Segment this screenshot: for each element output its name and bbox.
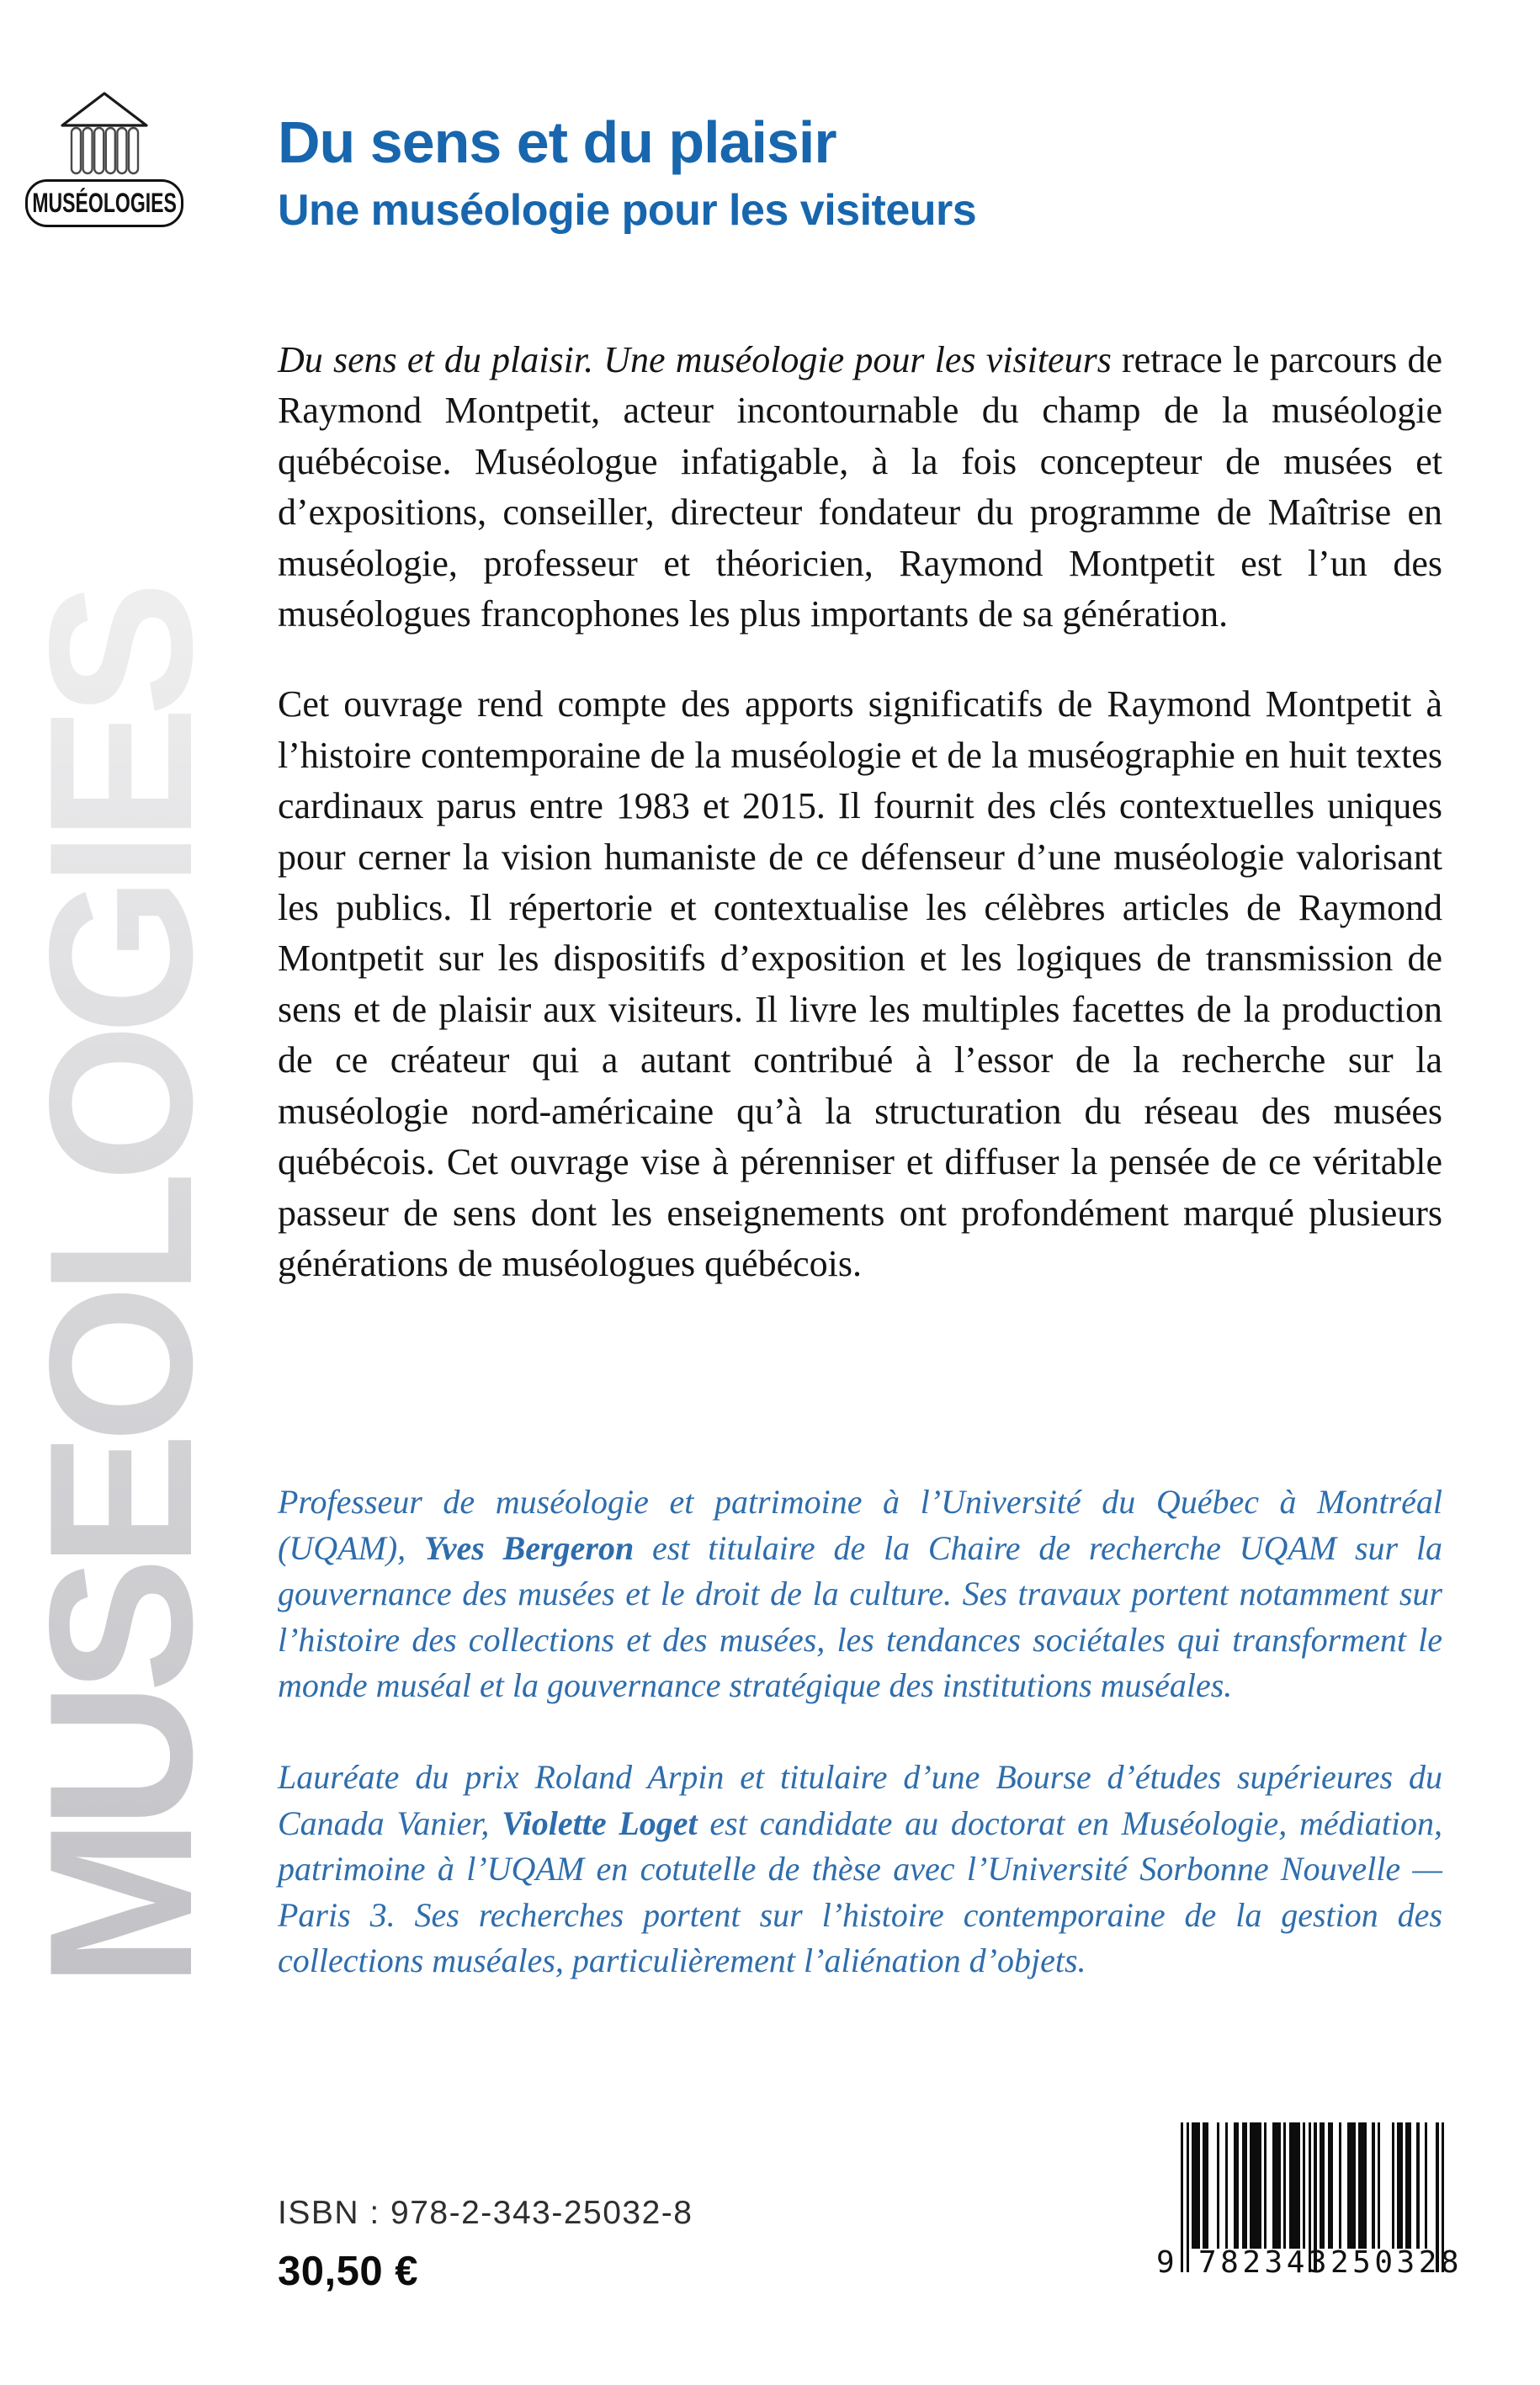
bio1-text-after: est titulaire de la Chaire de recherche UQAM sur la gouvernance des musées et le droit de la culture. Ses travaux portent notamment sur l’histoire des collections et des musées, les tendances sociétales qui transforment le monde muséal et la gouvernance stratégique des institutions muséales.	[278, 1528, 1443, 1705]
vertical-brand-watermark: MUSEOLOGIES	[15, 305, 227, 1988]
barcode-digit-first: 9	[1156, 2245, 1175, 2280]
book-title: Du sens et du plaisir	[278, 109, 836, 175]
barcode-digits-left: 782343	[1198, 2245, 1331, 2280]
synopsis-italic-lead: Du sens et du plaisir. Une muséologie pour les visiteurs	[278, 339, 1112, 380]
barcode	[1155, 2122, 1463, 2284]
book-subtitle: Une muséologie pour les visiteurs	[278, 186, 977, 235]
bio2-author-name: Violette Loget	[502, 1803, 698, 1842]
bio1-text-before: Professeur de muséologie et patrimoine à l’Université du Québec à Montréal (UQAM),	[278, 1483, 1442, 1567]
museologies-badge	[25, 179, 183, 227]
price-label: 30,50 €	[278, 2249, 418, 2294]
barcode-number	[1155, 2245, 1463, 2284]
bio1-author-name: Yves Bergeron	[423, 1528, 635, 1567]
synopsis-paragraph-1-rest: retrace le parcours de Raymond Montpetit, acteur incontournable du champ de la muséologie québécoise. Muséologue infatigable, à la fois concepteur de musées et d’expositions, conseiller, directeur fondateur du programme de Maîtrise en muséologie, professeur et théoricien, Raymond Montpetit est l’un des muséologues francophones les plus importants de sa génération.	[278, 339, 1442, 635]
bio-violette-loget	[278, 1755, 1442, 1984]
museologies-badge-label: MUSÉOLOGIES	[32, 188, 177, 218]
isbn-label: ISBN : 978-2-343-25032-8	[278, 2195, 693, 2231]
temple-icon	[24, 84, 188, 178]
synopsis-paragraph-1	[278, 335, 1442, 640]
author-bios	[278, 1479, 1442, 1984]
synopsis	[278, 335, 1442, 1289]
synopsis-paragraph-2: Cet ouvrage rend compte des apports significatifs de Raymond Montpetit à l’histoire contemporaine de la muséologie et de la muséographie en huit textes cardinaux parus entre 1983 et 2015. Il fournit des clés contextuelles uniques pour cerner la vision humaniste de ce défenseur d’une muséologie valorisant les publics. Il répertorie et contextualise les célèbres articles de Raymond Montpetit sur les dispositifs d’exposition et les logiques de transmission de sens et de plaisir aux visiteurs. Il livre les multiples facettes de la production de ce créateur qui a autant contribué à l’essor de la recherche sur la muséologie nord-américaine qu’à la structuration du réseau des musées québécois. Cet ouvrage vise à pérenniser et diffuser la pensée de ce véritable passeur de sens dont les enseignements ont profondément marqué plusieurs générations de muséologues québécois.	[278, 683, 1442, 1284]
bio2-text-before: Lauréate du prix Roland Arpin et titulaire d’une Bourse d’études supérieures du Canada Vanier,	[278, 1757, 1442, 1842]
museologies-logo	[24, 84, 188, 218]
barcode-digits-right: 250328	[1330, 2245, 1463, 2280]
bio-yves-bergeron	[278, 1479, 1442, 1709]
bio2-text-after: est candidate au doctorat en Muséologie, médiation, patrimoine à l’UQAM en cotutelle de thèse avec l’Université Sorbonne Nouvelle — Paris 3. Ses recherches portent sur l’histoire contemporaine de la gestion des collections muséales, particulièrement l’aliénation d’objets.	[278, 1803, 1442, 1980]
